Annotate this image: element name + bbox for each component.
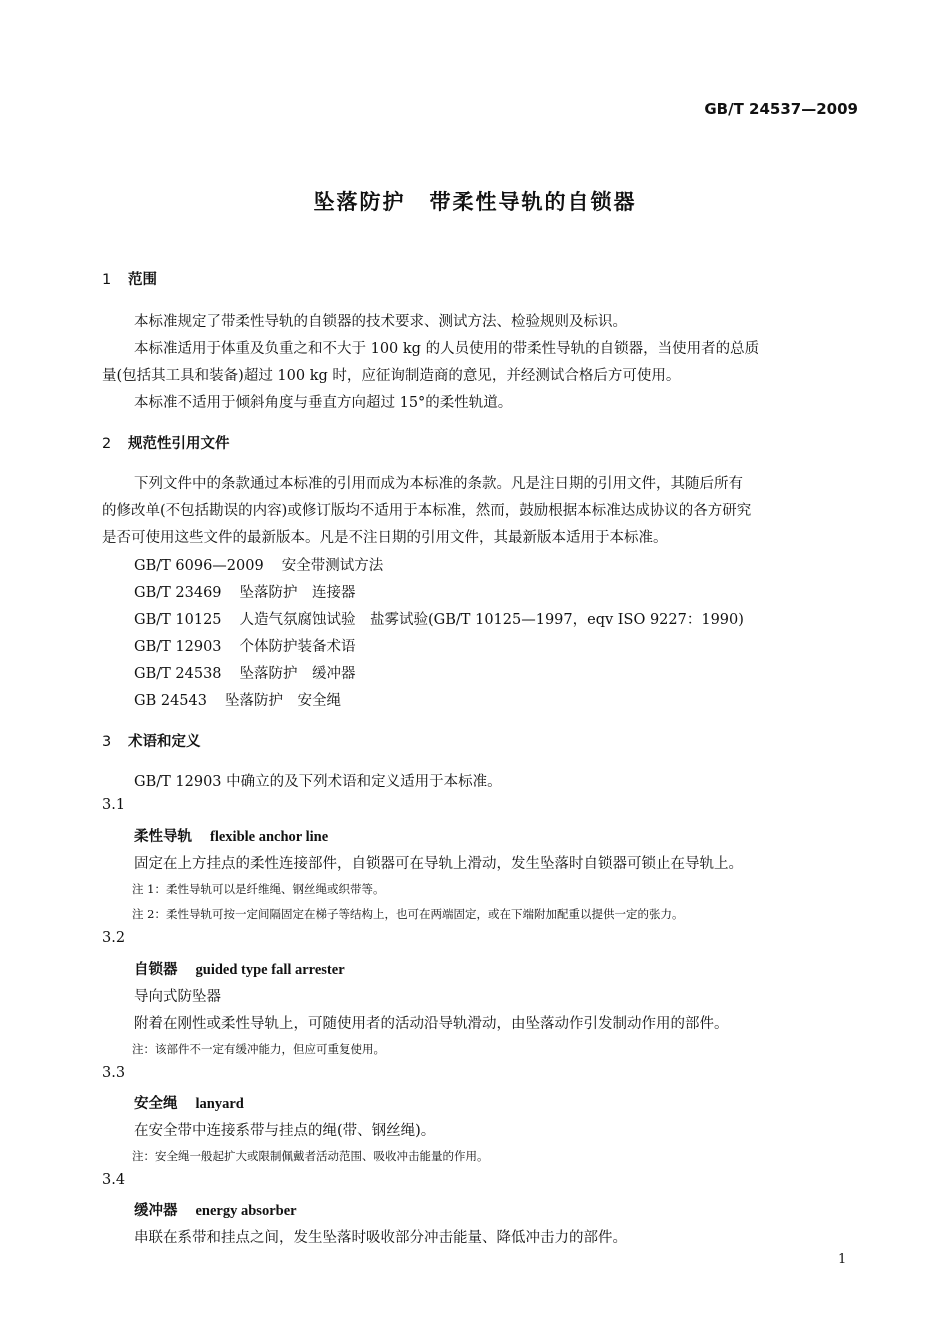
clause-number: 3.1 (102, 797, 126, 813)
section-number: 3 (102, 734, 112, 750)
reference-code: GB/T 23469 (134, 585, 222, 601)
normative-reference (134, 608, 744, 629)
term-definition: 串联在系带和挂点之间，发生坠落时吸收部分冲击能量、降低冲击力的部件。 (134, 1230, 627, 1246)
title-part-1: 坠落防护 (313, 190, 406, 214)
term-definition: 固定在上方挂点的柔性连接部件，自锁器可在导轨上滑动，发生坠落时自锁器可锁止在导轨上。 (134, 856, 743, 872)
reference-title: 坠落防护 连接器 (239, 585, 356, 601)
clause-number: 3.3 (102, 1065, 126, 1081)
section-2-paragraph-line-2: 的修改单(不包括勘误的内容)或修订版均不适用于本标准，然而，鼓励根据本标准达成协议的各方研究 (102, 503, 752, 519)
term-english: guided type fall arrester (195, 962, 345, 978)
reference-title: 个体防护装备术语 (239, 639, 356, 655)
reference-title: 人造气氛腐蚀试验 盐雾试验(GB/T 10125—1997，eqv ISO 9227：1990) (239, 612, 744, 628)
section-2-paragraph-line-3: 是否可使用这些文件的最新版本。凡是不注日期的引用文件，其最新版本适用于本标准。 (102, 530, 668, 546)
term-chinese: 安全绳 (134, 1096, 178, 1112)
term-heading (134, 1199, 297, 1220)
reference-title: 坠落防护 缓冲器 (239, 666, 356, 682)
section-2-paragraph-line-1: 下列文件中的条款通过本标准的引用而成为本标准的条款。凡是注日期的引用文件，其随后所有 (134, 476, 743, 492)
term-note: 注 2：柔性导轨可按一定间隔固定在梯子等结构上，也可在两端固定，或在下端附加配重以提供一定的张力。 (132, 907, 684, 921)
term-alternative: 导向式防坠器 (134, 989, 221, 1005)
section-title: 规范性引用文件 (128, 436, 230, 452)
term-english: flexible anchor line (210, 829, 329, 845)
section-number: 1 (102, 272, 112, 288)
reference-code: GB/T 12903 (134, 639, 222, 655)
section-1-paragraph-2-line-2: 量(包括其工具和装备)超过 100 kg 时，应征询制造商的意见，并经测试合格后方可使用。 (102, 368, 681, 384)
term-definition: 附着在刚性或柔性导轨上，可随使用者的活动沿导轨滑动，由坠落动作引发制动作用的部件。 (134, 1016, 729, 1032)
section-1-paragraph-2-line-1: 本标准适用于体重及负重之和不大于 100 kg 的人员使用的带柔性导轨的自锁器，当使用者的总质 (134, 341, 760, 357)
clause-number: 3.4 (102, 1172, 126, 1188)
document-title (0, 186, 950, 216)
term-chinese: 柔性导轨 (134, 829, 192, 845)
reference-code: GB/T 10125 (134, 612, 222, 628)
term-heading (134, 1092, 244, 1113)
normative-reference (134, 662, 356, 683)
section-1-paragraph-1: 本标准规定了带柔性导轨的自锁器的技术要求、测试方法、检验规则及标识。 (134, 314, 627, 330)
normative-reference (134, 635, 356, 656)
term-note: 注：安全绳一般起扩大或限制佩戴者活动范围、吸收冲击能量的作用。 (132, 1149, 489, 1163)
term-heading (134, 825, 328, 846)
reference-code: GB 24543 (134, 693, 207, 709)
term-chinese: 自锁器 (134, 962, 178, 978)
section-2-heading (102, 432, 230, 453)
normative-reference (134, 554, 383, 575)
term-note: 注 1：柔性导轨可以是纤维绳、钢丝绳或织带等。 (132, 882, 385, 896)
section-3-heading (102, 730, 201, 751)
clause-number: 3.2 (102, 930, 126, 946)
term-note: 注：该部件不一定有缓冲能力，但应可重复使用。 (132, 1042, 385, 1056)
page-number: 1 (838, 1252, 847, 1267)
section-number: 2 (102, 436, 112, 452)
standard-code: GB/T 24537—2009 (704, 100, 858, 118)
section-title: 术语和定义 (128, 734, 201, 750)
term-heading (134, 958, 345, 979)
section-title: 范围 (128, 272, 157, 288)
term-definition: 在安全带中连接系带与挂点的绳(带、钢丝绳)。 (134, 1123, 436, 1139)
reference-title: 安全带测试方法 (281, 558, 384, 574)
section-3-intro: GB/T 12903 中确立的及下列术语和定义适用于本标准。 (134, 774, 502, 790)
section-1-paragraph-3: 本标准不适用于倾斜角度与垂直方向超过 15°的柔性轨道。 (134, 395, 513, 411)
term-chinese: 缓冲器 (134, 1203, 178, 1219)
normative-reference (134, 689, 341, 710)
reference-title: 坠落防护 安全绳 (224, 693, 341, 709)
title-part-2: 带柔性导轨的自锁器 (429, 190, 637, 214)
reference-code: GB/T 24538 (134, 666, 222, 682)
normative-reference (134, 581, 356, 602)
reference-code: GB/T 6096—2009 (134, 558, 264, 574)
term-english: energy absorber (195, 1203, 297, 1219)
section-1-heading (102, 268, 157, 289)
term-english: lanyard (195, 1096, 244, 1112)
